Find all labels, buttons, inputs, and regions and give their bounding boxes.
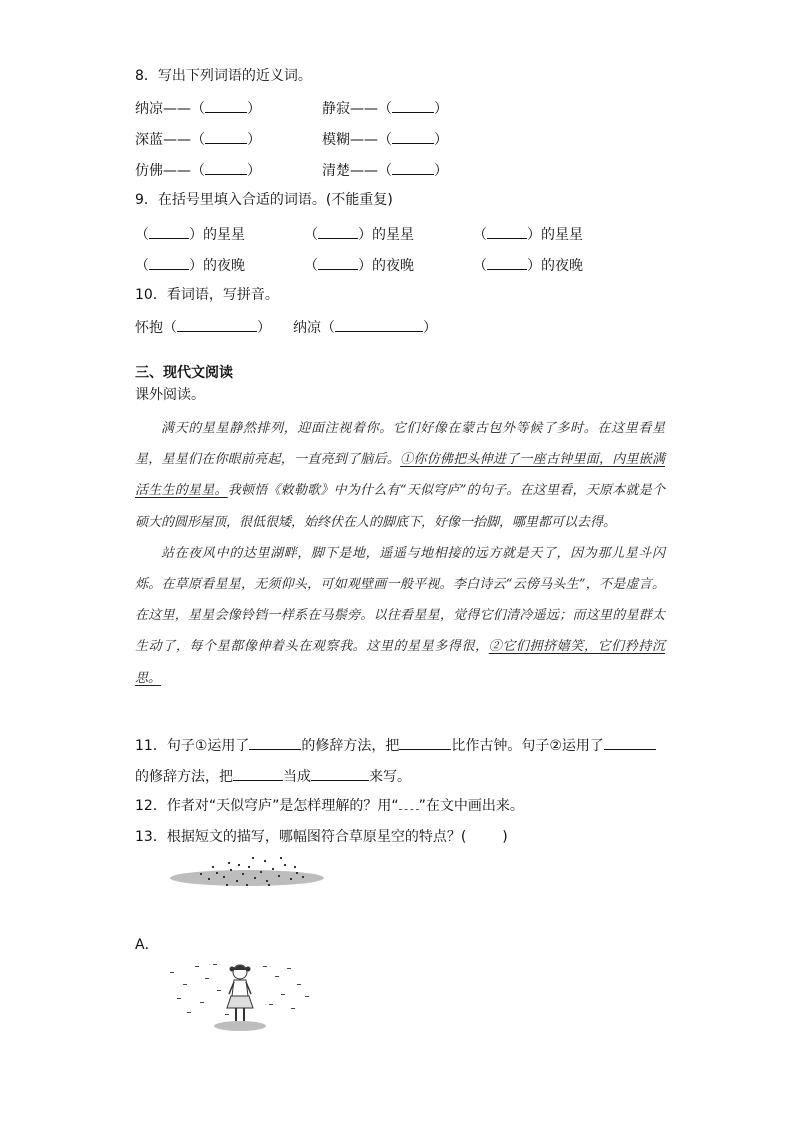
passage-text: 满天的星星静然排列，迎面注视着你。它们好像在蒙古包外等候了多时。在这里看星星，星星们在你眼前亮起，一直亮到了脑后。 [135,421,665,468]
q11-line-2 [135,766,411,786]
paren-close: ） [189,258,203,274]
q9-suffix: 的夜晚 [372,258,414,274]
q8-pair-2 [322,98,448,118]
paren-close: ） [257,320,271,336]
passage-paragraph-2 [135,538,665,694]
underlined-sentence-2: ②它们拥挤嬉笑，它们矜持沉思。 [135,639,665,686]
q9-suffix: 的星星 [541,227,583,243]
q11-text: 的修辞方法，把 [135,769,233,785]
q9-item [304,224,414,244]
girl-under-stars-image[interactable] [165,958,325,1038]
paren-close: ） [358,227,372,243]
starry-strip-image [168,854,326,892]
q9-item [473,224,583,244]
paren-close: ） [423,320,437,336]
paren-open: （ [473,227,487,243]
paren-open: （ [135,227,149,243]
passage-text: 站在夜风中的达里湖畔，脚下是地，遥遥与地相接的远方就是天了，因为那儿星斗闪烁。在草原看星星，无须仰头，可如观壁画一般平视。李白诗云“云傍马头生”，不是虚言。在这里，星星会像铃铛一样系在马鬃旁。以往看星星，觉得它们清冷遥远；而这里的星群太生动了，每个星都像伸着头在观察我。这里的星星多得很， [135,545,665,655]
answer-blank[interactable] [249,735,301,750]
paren-close: ） [527,227,541,243]
answer-blank[interactable] [233,766,283,781]
q9-title: 9．在括号里填入合适的词语。(不能重复) [135,192,393,208]
q8-pair-3 [135,129,261,149]
q12-line [135,797,524,815]
q11-text: 比作古钟。句子②运用了 [451,738,604,754]
answer-blank[interactable] [392,129,434,144]
q9-suffix: 的星星 [372,227,414,243]
q11-text: 来写。 [369,769,411,785]
paren-close: ） [434,163,448,179]
answer-blank[interactable] [487,255,527,270]
q8-pair-1 [135,98,261,118]
paren-open: （ [304,227,318,243]
paren-close: ） [527,258,541,274]
paren-close: ） [247,132,261,148]
q9-item [304,255,414,275]
paren-open: （ [473,258,487,274]
pinyin-blank[interactable] [177,317,257,332]
underlined-sentence-1: ①你仿佛把头伸进了一座古钟里面，内里嵌满活生生的星星。 [135,452,665,499]
q9-suffix: 的夜晚 [203,258,245,274]
q8-pair-6 [322,160,448,180]
q10-word: 纳凉（ [293,320,335,336]
q9-item [135,224,245,244]
answer-blank[interactable] [205,129,247,144]
answer-blank[interactable] [392,98,434,113]
q10-item-2 [293,317,437,337]
paren-close: ) [502,829,508,845]
passage-paragraph-1 [135,413,665,538]
answer-blank[interactable] [604,735,656,750]
q13-text: 13．根据短文的描写，哪幅图符合草原星空的特点？( [135,829,467,845]
answer-blank[interactable] [318,255,358,270]
q11-text: 的修辞方法，把 [301,738,400,754]
q10-item-1 [135,317,271,337]
section-heading: 三、现代文阅读 [135,365,233,381]
answer-blank[interactable] [311,766,369,781]
q9-item [135,255,245,275]
paren-close: ） [358,258,372,274]
paren-close: ） [247,101,261,117]
q8-pair-4 [322,129,448,149]
answer-blank[interactable] [149,224,189,239]
q9-suffix: 的夜晚 [541,258,583,274]
q8-word: 纳凉——（ [135,101,205,117]
pinyin-blank[interactable] [335,317,423,332]
ground-shadow [214,1021,266,1031]
wavy-line-icon [399,799,419,810]
option-a-label[interactable]: A． [135,937,159,953]
q11-line-1 [135,735,656,755]
answer-blank[interactable] [399,735,451,750]
paren-close: ） [434,132,448,148]
girl-figure [227,965,253,1021]
q8-word: 清楚——（ [322,163,392,179]
q11-text: 当成 [283,769,311,785]
passage-text: 我顿悟《敕勒歌》中为什么有“天似穹庐”的句子。在这里看，天原本就是个硕大的圆形屋顶，很低很矮，始终伏在人的脚底下，好像一抬脚，哪里都可以去得。 [135,483,665,530]
paren-close: ） [434,101,448,117]
ground-ellipse [170,870,324,886]
paren-open: （ [304,258,318,274]
paren-open: （ [135,258,149,274]
section-subheading: 课外阅读。 [135,387,205,403]
q8-word: 深蓝——（ [135,132,205,148]
q13-line [135,828,508,846]
reading-passage [135,413,665,694]
paren-close: ） [189,227,203,243]
q8-word: 静寂——（ [322,101,392,117]
answer-blank[interactable] [392,160,434,175]
q8-word: 仿佛——（ [135,163,205,179]
q8-word: 模糊——（ [322,132,392,148]
paren-close: ） [247,163,261,179]
answer-blank[interactable] [205,98,247,113]
answer-blank[interactable] [318,224,358,239]
q8-title: 8．写出下列词语的近义词。 [135,68,312,84]
q10-title: 10．看词语，写拼音。 [135,287,279,303]
q10-word: 怀抱（ [135,320,177,336]
q8-pair-5 [135,160,261,180]
q12-text: ”在文中画出来。 [418,798,524,814]
q9-suffix: 的星星 [203,227,245,243]
answer-blank[interactable] [149,255,189,270]
answer-blank[interactable] [487,224,527,239]
q12-text: 12．作者对“天似穹庐”是怎样理解的？用“ [135,798,399,814]
q11-text: 11．句子①运用了 [135,738,250,754]
q9-item [473,255,583,275]
answer-blank[interactable] [205,160,247,175]
